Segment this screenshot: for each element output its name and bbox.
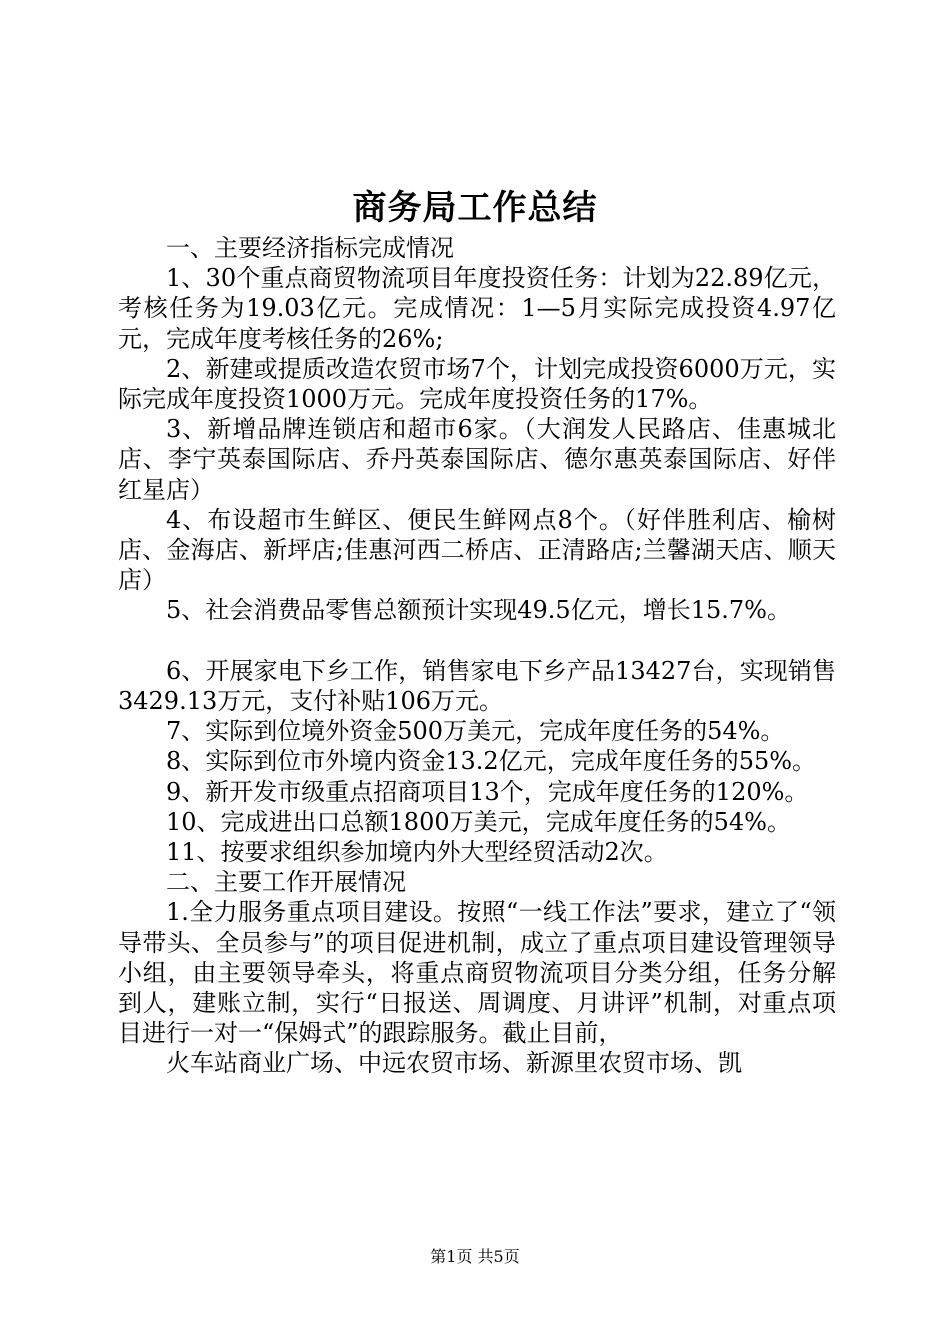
section-heading-1: 一、主要经济指标完成情况 — [166, 234, 454, 262]
document-title: 商务局工作总结 — [352, 188, 598, 228]
paragraph-item-4: 4、布设超市生鲜区、便民生鲜网点8个。（好伴胜利店、榆树店、金海店、新坪店;佳惠河西二桥店、正清路店;兰馨湖天店、顺天店） — [118, 505, 836, 595]
paragraph-item-3: 3、新增品牌连锁店和超市6家。（大润发人民路店、佳惠城北店、李宁英泰国际店、乔丹英泰国际店、德尔惠英泰国际店、好伴红星店） — [118, 415, 836, 504]
paragraph-item-5: 5、社会消费品零售总额预计实现49.5亿元，增长15.7%。 — [166, 596, 791, 625]
document-body — [118, 233, 836, 1079]
page-footer: 第1页 共5页 — [430, 1247, 520, 1266]
paragraph-item-6: 6、开展家电下乡工作，销售家电下乡产品13427台，实现销售3429.13万元，支付补贴106万元。 — [118, 656, 836, 716]
paragraph-item-1: 1、30个重点商贸物流项目年度投资任务：计划为22.89亿元，考核任务为19.03亿元。完成情况：1—5月实际完成投资4.97亿元，完成年度考核任务的26%; — [118, 264, 836, 353]
paragraph-item-10: 10、完成进出口总额1800万美元，完成年度任务的54%。 — [166, 807, 791, 836]
section-heading-2: 二、主要工作开展情况 — [166, 868, 406, 897]
paragraph-item-7: 7、实际到位境外资金500万美元，完成年度任务的54%。 — [166, 717, 785, 746]
paragraph-item-2: 2、新建或提质改造农贸市场7个，计划完成投资6000万元，实际完成年度投资1000万元。完成年度投资任务的17%。 — [118, 354, 836, 414]
paragraph-item-9: 9、新开发市级重点招商项目13个，完成年度任务的120%。 — [166, 777, 809, 806]
blank-line — [118, 626, 836, 656]
paragraph-item-8: 8、实际到位市外境内资金13.2亿元，完成年度任务的55%。 — [166, 747, 817, 776]
paragraph-work-1-continued: 火车站商业广场、中远农贸市场、新源里农贸市场、凯 — [166, 1049, 742, 1078]
paragraph-work-1: 1.全力服务重点项目建设。按照“一线工作法”要求，建立了“领导带头、全员参与”的项目促进机制，成立了重点项目建设管理领导小组，由主要领导牵头，将重点商贸物流项目分类分组，任务分解到人，建账立制，实行“日报送、周调度、月讲评”机制，对重点项目进行一对一“保姆式”的跟踪服务。截止目前， — [118, 898, 836, 1048]
paragraph-item-11: 11、按要求组织参加境内外大型经贸活动2次。 — [166, 838, 668, 867]
